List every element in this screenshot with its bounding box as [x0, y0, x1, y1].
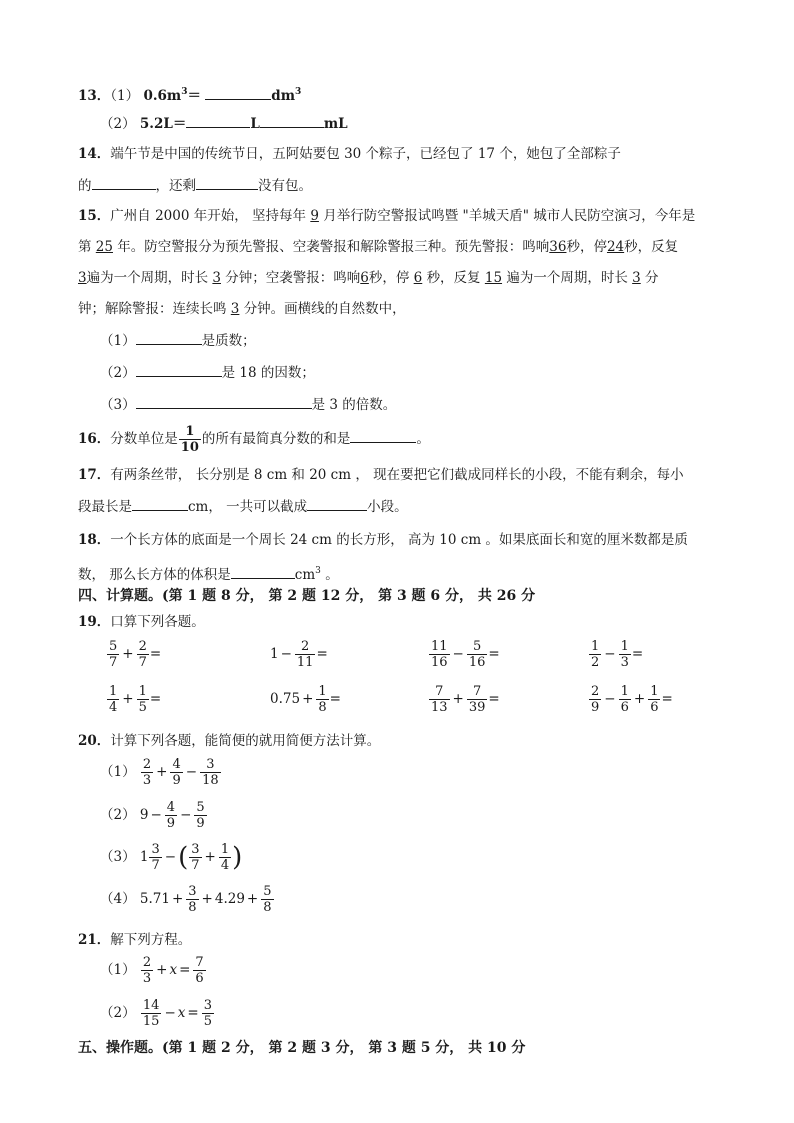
equation-21-2: （2） $\frac{14}{15}$ − x = $\frac{3}{5}$: [100, 998, 212, 1029]
calc-20-2: （2） 9 − $\frac{4}{9}$ − $\frac{5}{9}$: [100, 800, 205, 831]
answer-blank[interactable]: [350, 428, 416, 443]
calc-20-3: （3） 1 $\frac{3}{7}$ −( $\frac{3}{7}$ + $\frac{1}{4}$ ): [100, 842, 243, 873]
question-18-line1: 18．一个长方体的底面是一个周长 24 cm 的长方形， 高为 10 cm 。如果底面长和宽的厘米数都是质: [78, 532, 688, 548]
oral-calc-4: $\frac{1}{2}$ − $\frac{1}{3}$ =: [591, 639, 644, 670]
question-number: 19．: [78, 614, 111, 630]
calc-20-1: （1） $\frac{2}{3}$ + $\frac{4}{9}$ − $\frac{3}{18}$: [100, 757, 219, 788]
oral-calc-3: $\frac{11}{16}$ − $\frac{5}{16}$ =: [431, 639, 500, 670]
question-13-part1: 13．（1） $0.6m^3= dm^3$: [78, 87, 302, 104]
question-number: 20．: [78, 733, 111, 749]
oral-calc-2: 1 − $\frac{2}{11}$ =: [270, 639, 328, 670]
answer-blank[interactable]: [205, 85, 271, 100]
equation-21-1: （1） $\frac{2}{3}$ + x = $\frac{7}{6}$: [100, 955, 204, 986]
question-20: 20．计算下列各题，能简便的就用简便方法计算。: [78, 733, 381, 749]
answer-blank[interactable]: [231, 564, 295, 579]
question-15-sub2: （2） 是 18 的因数；: [100, 362, 315, 383]
answer-blank[interactable]: [132, 496, 188, 511]
question-number: 15．: [78, 208, 111, 224]
fraction: $\frac{1}{10}$: [180, 424, 199, 455]
question-19: 19．口算下列各题。: [78, 614, 205, 630]
answer-blank[interactable]: [136, 394, 312, 409]
question-number: 16．: [78, 431, 111, 447]
question-15-line1: 15．广州自 2000 年开始， 坚持每年 9 月举行防空警报试鸣暨 "羊城天盾" 城市人民防空演习，今年是: [78, 208, 696, 224]
question-17-line1: 17．有两条丝带， 长分别是 8 cm 和 20 cm ， 现在要把它们截成同样长的小段，不能有剩余，每小: [78, 467, 684, 483]
answer-blank[interactable]: [186, 113, 250, 128]
question-18-line2: 数， 那么长方体的体积是 $cm^3$ 。: [78, 566, 339, 583]
question-14-line2: 的 ，还剩 没有包。: [78, 175, 312, 196]
question-14-line1: 14．端午节是中国的传统节日，五阿姑要包 30 个粽子，已经包了 17 个，她包了全部粽子: [78, 146, 621, 162]
question-15-line4: 钟；解除警报：连续长鸣 3 分钟。画横线的自然数中，: [78, 301, 406, 317]
question-15-line3: 3遍为一个周期，时长 3 分钟；空袭警报：鸣响6秒，停 6 秒，反复 15 遍为一个周期，时长 3 分: [78, 270, 659, 286]
answer-blank[interactable]: [196, 175, 258, 190]
section-5-title: 五、操作题。(第 1 题 2 分， 第 2 题 3 分， 第 3 题 5 分， 共 10 分: [78, 1040, 526, 1056]
question-number: 18．: [78, 532, 111, 548]
question-15-line2: 第 25 年。防空警报分为预先警报、空袭警报和解除警报三种。预先警报：鸣响36秒，停24秒，反复: [78, 239, 679, 255]
question-number: 17．: [78, 467, 111, 483]
question-21: 21．解下列方程。: [78, 932, 192, 948]
calc-20-4: （4） 5.71 + $\frac{3}{8}$ + 4.29 + $\frac{5}{8}$: [100, 884, 272, 915]
question-number: 14．: [78, 146, 111, 162]
oral-calc-5: $\frac{1}{4}$ + $\frac{1}{5}$ =: [109, 684, 162, 715]
answer-blank[interactable]: [136, 362, 222, 377]
answer-blank[interactable]: [136, 330, 202, 345]
question-15-sub1: （1） 是质数；: [100, 330, 256, 351]
oral-calc-6: 0.75 + $\frac{1}{8}$ =: [270, 684, 341, 715]
oral-calc-8: $\frac{2}{9}$ − $\frac{1}{6}$ + $\frac{1}{6}$ =: [591, 684, 673, 715]
question-15-sub3: （3） 是 3 的倍数。: [100, 394, 396, 415]
oral-calc-7: $\frac{7}{13}$ + $\frac{7}{39}$ =: [431, 684, 500, 715]
question-17-line2: 段最长是 cm， 一共可以截成 小段。: [78, 496, 408, 517]
question-number: 21．: [78, 932, 111, 948]
question-number: 13．: [78, 88, 111, 104]
answer-blank[interactable]: [307, 496, 367, 511]
answer-blank[interactable]: [92, 175, 156, 190]
question-13-part2: （2） 5.2L＝ L mL: [100, 113, 348, 134]
section-4-title: 四、计算题。(第 1 题 8 分， 第 2 题 12 分， 第 3 题 6 分， 共 26 分: [78, 588, 536, 604]
oral-calc-1: $\frac{5}{7}$ + $\frac{2}{7}$ =: [109, 639, 162, 670]
question-16: 16．分数单位是 $\frac{1}{10}$ 的所有最简真分数的和是 。: [78, 424, 430, 455]
answer-blank[interactable]: [260, 113, 324, 128]
